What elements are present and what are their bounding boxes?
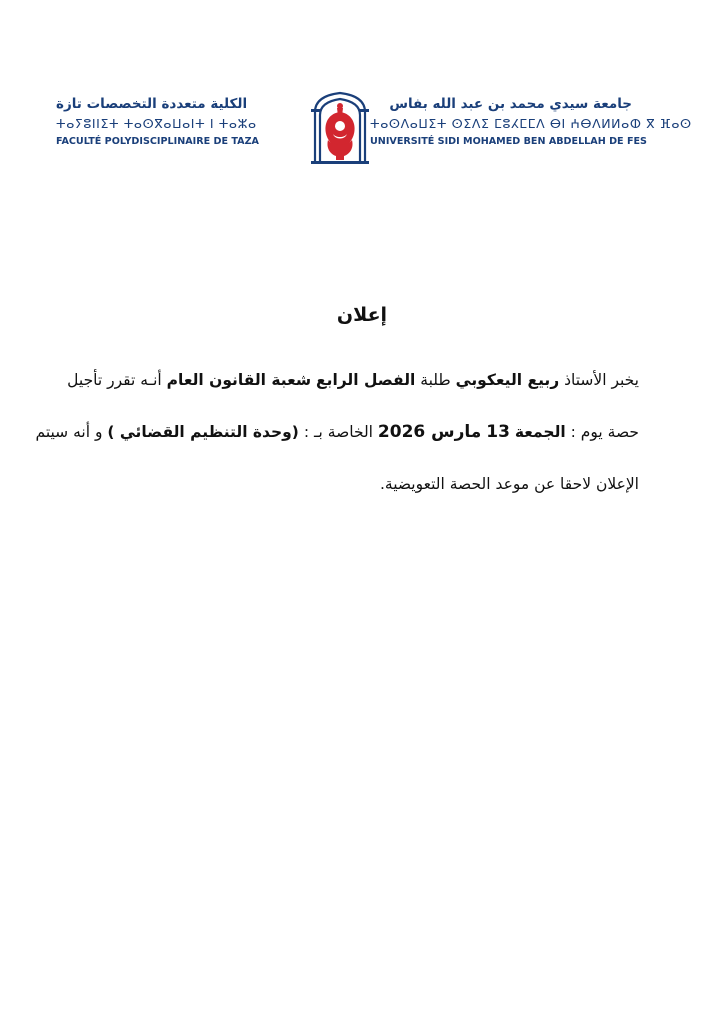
faculty-name-block: [56, 96, 296, 149]
session-date-number: 13: [486, 422, 510, 442]
body-text: يخبر الأستاذ: [559, 371, 639, 389]
semester-name: الفصل الرابع: [316, 371, 416, 389]
announcement-title: إعلان: [336, 304, 388, 326]
body-line-2: [35, 422, 639, 442]
module-name: (وحدة التنظيم القضائي ): [107, 423, 299, 441]
body-line-1: [67, 371, 639, 389]
body-text: طلبة: [415, 371, 456, 389]
session-day: الجمعة: [514, 423, 566, 441]
faculty-name-arabic: الكلية متعددة التخصصات تازة: [56, 96, 248, 112]
faculty-name-french: FACULTÉ POLYDISCIPLINAIRE DE TAZA: [56, 136, 259, 147]
university-name-french: UNIVERSITÉ SIDI MOHAMED BEN ABDELLAH DE FES: [370, 136, 647, 147]
body-text: الخاصة بـ :: [298, 423, 378, 441]
announcement-body: [35, 371, 639, 528]
university-name-tifinagh: ⵜⴰⵙⴷⴰⵡⵉⵜ ⵙⵉⴷⵉ ⵎⵓⵃⵎⵎⴷ ⴱⵏ ⵄⴱⴷⵍⵍⴰⵀ ⴳ ⴼⴰⵙ: [370, 116, 692, 131]
university-header: [54, 88, 692, 168]
session-month-year: مارس 2026: [377, 422, 482, 442]
professor-name: ربيع اليعكوبي: [455, 371, 560, 389]
body-text: أنـه تقرر تأجيل: [67, 371, 167, 389]
body-text: حصة يوم :: [565, 423, 639, 441]
body-text: و أنه سيتم: [35, 423, 108, 441]
department-name: شعبة القانون العام: [166, 371, 312, 389]
university-logo: [308, 88, 372, 166]
university-name-arabic: جامعة سيدي محمد بن عبد الله بفاس: [389, 96, 632, 112]
faculty-name-tifinagh: ⵜⴰⵢⵓⵏⵏⵉⵜ ⵜⴰⵙⴳⴰⵡⴰⵏⵜ ⵏ ⵜⴰⵣⴰ: [56, 116, 257, 131]
university-name-block: [370, 96, 692, 149]
body-line-3: الإعلان لاحقا عن موعد الحصة التعويضية.: [379, 475, 639, 493]
